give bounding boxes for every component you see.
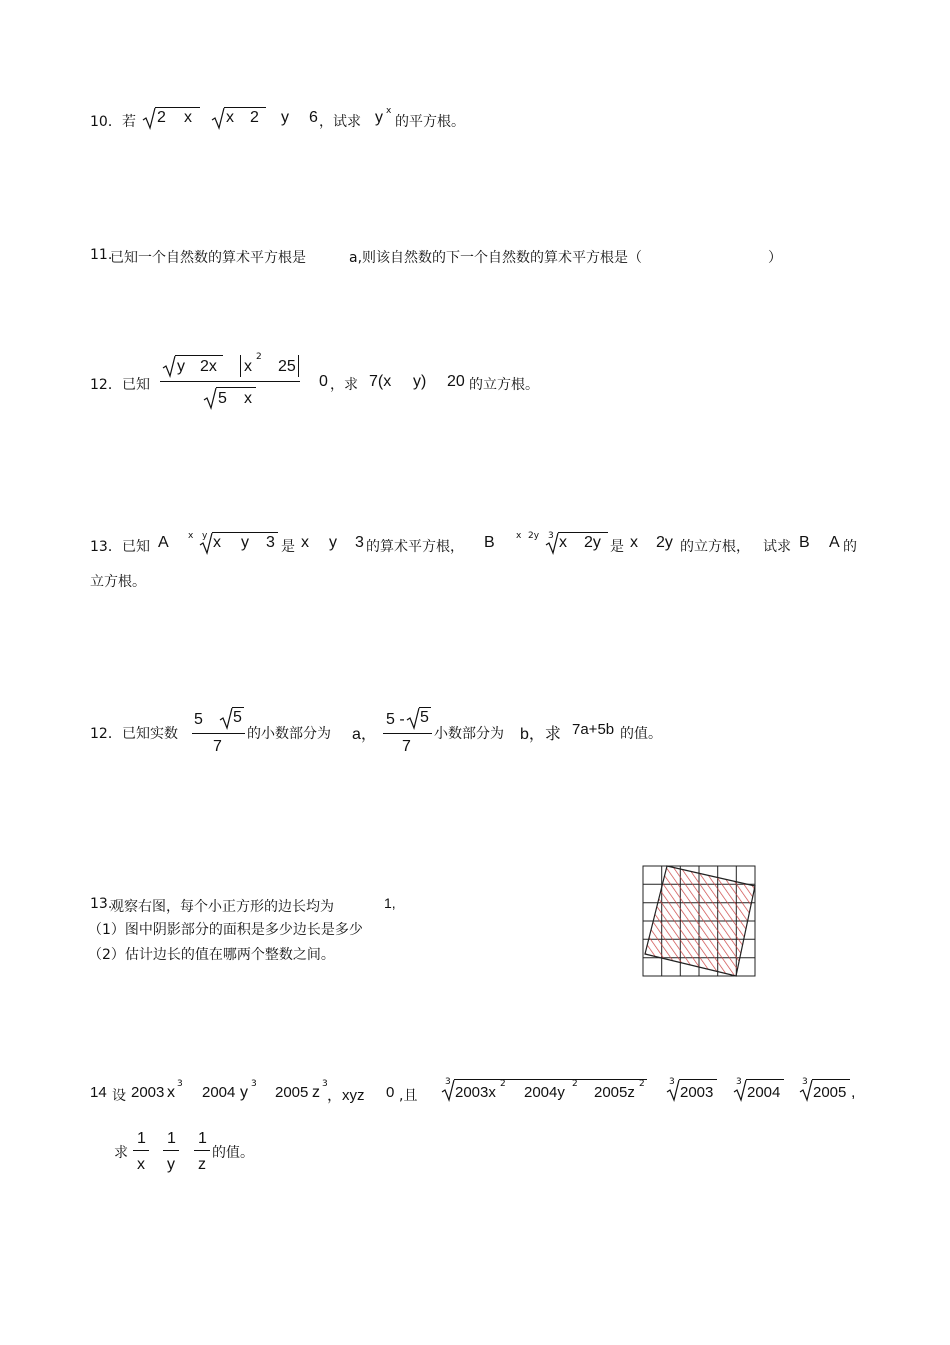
root-index: y xyxy=(202,531,208,541)
superscript: 2y xyxy=(528,531,540,541)
sqrt-sign xyxy=(203,386,217,410)
abs-bar-left xyxy=(240,355,241,377)
math-term: 2004 xyxy=(747,1084,781,1101)
math-term: 1, xyxy=(384,895,396,911)
math-term: ，xyz xyxy=(327,1087,365,1104)
root-index: 3 xyxy=(445,1077,451,1087)
math-term: a， xyxy=(352,726,377,743)
math-term: 6 xyxy=(309,109,318,126)
superscript: 3 xyxy=(322,1079,328,1089)
problem-text: 的立方根， xyxy=(680,539,750,555)
problem-text: 小数部分为 xyxy=(434,726,504,742)
math-term: 5 xyxy=(233,709,242,726)
problem-text: （2）估计边长的值在哪两个整数之间。 xyxy=(88,947,335,963)
radical-bar xyxy=(232,707,244,708)
math-term: 3 xyxy=(355,534,364,551)
problem-number: 11. xyxy=(90,247,113,263)
math-term: 2004 xyxy=(202,1084,236,1101)
math-term: x xyxy=(226,109,234,126)
radical-bar xyxy=(812,1079,850,1080)
problem-text: 的 xyxy=(843,539,857,555)
problem-text: 的值。 xyxy=(212,1145,254,1161)
fraction-numerator: 1 xyxy=(137,1130,146,1147)
sqrt-sign xyxy=(211,106,225,130)
radical-bar xyxy=(454,1079,647,1080)
superscript: 2 xyxy=(256,352,262,362)
nth-root-sign xyxy=(199,531,213,555)
problem-text: 的小数部分为 xyxy=(247,726,331,742)
fraction-bar xyxy=(194,1150,210,1151)
problem-text: 已知一个自然数的算术平方根是 xyxy=(110,250,306,266)
cube-root-sign xyxy=(799,1078,813,1102)
math-term: 7(x xyxy=(369,373,392,390)
math-term: A xyxy=(829,534,840,551)
math-term: y xyxy=(329,534,337,551)
problem-text: a,则该自然数的下一个自然数的算术平方根是（ xyxy=(349,250,643,266)
radical-bar xyxy=(679,1079,717,1080)
math-term: 2 xyxy=(157,109,166,126)
sqrt-sign xyxy=(142,106,156,130)
math-term: 2005 xyxy=(813,1084,847,1101)
math-term: x xyxy=(301,534,309,551)
problem-number: 12． xyxy=(90,377,122,393)
math-term: 5 xyxy=(420,709,429,726)
math-term: x xyxy=(213,534,221,551)
math-term: y xyxy=(240,1084,248,1101)
fraction-denominator: z xyxy=(198,1156,206,1173)
problem-text: 的立方根。 xyxy=(469,377,539,393)
radical-bar xyxy=(558,532,608,533)
math-term: y xyxy=(241,534,249,551)
math-term: 5 - xyxy=(386,711,405,728)
problem-lead: 已知 xyxy=(122,539,150,555)
math-term: 3 xyxy=(266,534,275,551)
math-term: 2004y xyxy=(524,1084,565,1101)
math-term: 2x xyxy=(200,358,217,375)
radical-bar xyxy=(216,387,256,388)
fraction-denominator: x xyxy=(137,1156,145,1173)
math-term: 2003 xyxy=(680,1084,714,1101)
math-term: A xyxy=(158,534,169,551)
superscript: x xyxy=(386,106,392,116)
math-term: x xyxy=(184,109,192,126)
radical-bar xyxy=(175,355,223,356)
cube-root-sign xyxy=(666,1078,680,1102)
math-term: 7a+5b xyxy=(572,721,615,738)
problem-text: 试求 xyxy=(763,539,791,555)
superscript: 2 xyxy=(572,1079,578,1089)
problem-lead: 已知 xyxy=(122,377,150,393)
radical-bar xyxy=(155,107,200,108)
math-term: x xyxy=(630,534,638,551)
math-term: y) xyxy=(413,373,427,390)
sqrt-sign xyxy=(406,706,420,730)
radical-bar xyxy=(212,532,278,533)
math-term: x xyxy=(244,390,252,407)
problem-text: 的平方根。 xyxy=(395,114,465,130)
math-term: z xyxy=(312,1084,320,1101)
problem-text: 是 xyxy=(281,539,295,555)
superscript: 2 xyxy=(639,1079,645,1089)
superscript: x xyxy=(188,531,194,541)
math-term: y xyxy=(177,358,185,375)
root-index: 3 xyxy=(802,1077,808,1087)
root-index: 3 xyxy=(548,531,554,541)
problem-number: 10． xyxy=(90,114,122,130)
problem-number: 13． xyxy=(90,539,122,555)
fraction-denominator: y xyxy=(167,1156,175,1173)
problem-text: 求 xyxy=(114,1145,128,1161)
sqrt-sign xyxy=(162,354,176,378)
problem-number: 12． xyxy=(90,726,122,742)
cube-root-sign xyxy=(545,531,559,555)
math-term: 2003 xyxy=(131,1084,165,1101)
superscript: x xyxy=(516,531,522,541)
fraction-numerator: 1 xyxy=(167,1130,176,1147)
answer-paren-close: ） xyxy=(768,250,782,266)
problem-lead: 若 xyxy=(122,114,136,130)
math-term: 7 xyxy=(213,738,222,755)
problem-number: 14 xyxy=(90,1084,107,1101)
superscript: 3 xyxy=(251,1079,257,1089)
problem-text: 的值。 xyxy=(620,726,662,742)
math-term: y xyxy=(375,109,383,126)
math-term: x xyxy=(244,358,252,375)
math-term: 5 xyxy=(194,711,203,728)
math-term: 2y xyxy=(584,534,601,551)
fraction-bar xyxy=(133,1150,149,1151)
radical-bar xyxy=(224,107,266,108)
problem-lead: 设 xyxy=(112,1088,126,1104)
problem-text: （1）图中阴影部分的面积是多少边长是多少 xyxy=(88,922,363,938)
math-term: 20 xyxy=(447,373,465,390)
radical-bar xyxy=(419,707,431,708)
problem-text: 的算术平方根， xyxy=(366,539,464,555)
radical-bar xyxy=(746,1079,784,1080)
math-term: x xyxy=(559,534,567,551)
cube-root-sign xyxy=(441,1078,455,1102)
math-term: B xyxy=(484,534,495,551)
math-term: 2005z xyxy=(594,1084,635,1101)
math-term: B xyxy=(799,534,810,551)
problem-lead: 已知实数 xyxy=(122,726,178,742)
superscript: 3 xyxy=(177,1079,183,1089)
problem-text: 观察右图，每个小正方形的边长均为 xyxy=(110,899,334,915)
math-term: b，求 xyxy=(520,726,561,743)
sqrt-sign xyxy=(219,706,233,730)
math-term: , xyxy=(851,1084,856,1101)
root-index: 3 xyxy=(736,1077,742,1087)
math-term: 7 xyxy=(402,738,411,755)
problem-text: 立方根。 xyxy=(90,574,146,590)
math-term: 5 xyxy=(218,390,227,407)
problem-text: 是 xyxy=(610,539,624,555)
math-term: y xyxy=(281,109,289,126)
grid-figure xyxy=(642,865,758,977)
math-term: 0 xyxy=(319,373,328,390)
cube-root-sign xyxy=(733,1078,747,1102)
fraction-bar xyxy=(383,733,432,734)
abs-bar-right xyxy=(298,355,299,377)
math-term: 2 xyxy=(250,109,259,126)
math-term: 0 xyxy=(386,1084,395,1101)
fraction-bar xyxy=(160,381,300,382)
problem-number: 13. xyxy=(90,896,113,912)
root-index: 3 xyxy=(669,1077,675,1087)
problem-text: ，试求 xyxy=(319,114,361,130)
math-term: 2y xyxy=(656,534,673,551)
fraction-bar xyxy=(192,733,245,734)
math-term: 25 xyxy=(278,358,296,375)
math-term: x xyxy=(167,1084,175,1101)
problem-text: ，求 xyxy=(330,377,358,393)
problem-text: ,且 xyxy=(399,1088,418,1104)
math-term: 2003x xyxy=(455,1084,496,1101)
math-term: 2005 xyxy=(275,1084,309,1101)
superscript: 2 xyxy=(500,1079,506,1089)
fraction-bar xyxy=(163,1150,179,1151)
fraction-numerator: 1 xyxy=(198,1130,207,1147)
